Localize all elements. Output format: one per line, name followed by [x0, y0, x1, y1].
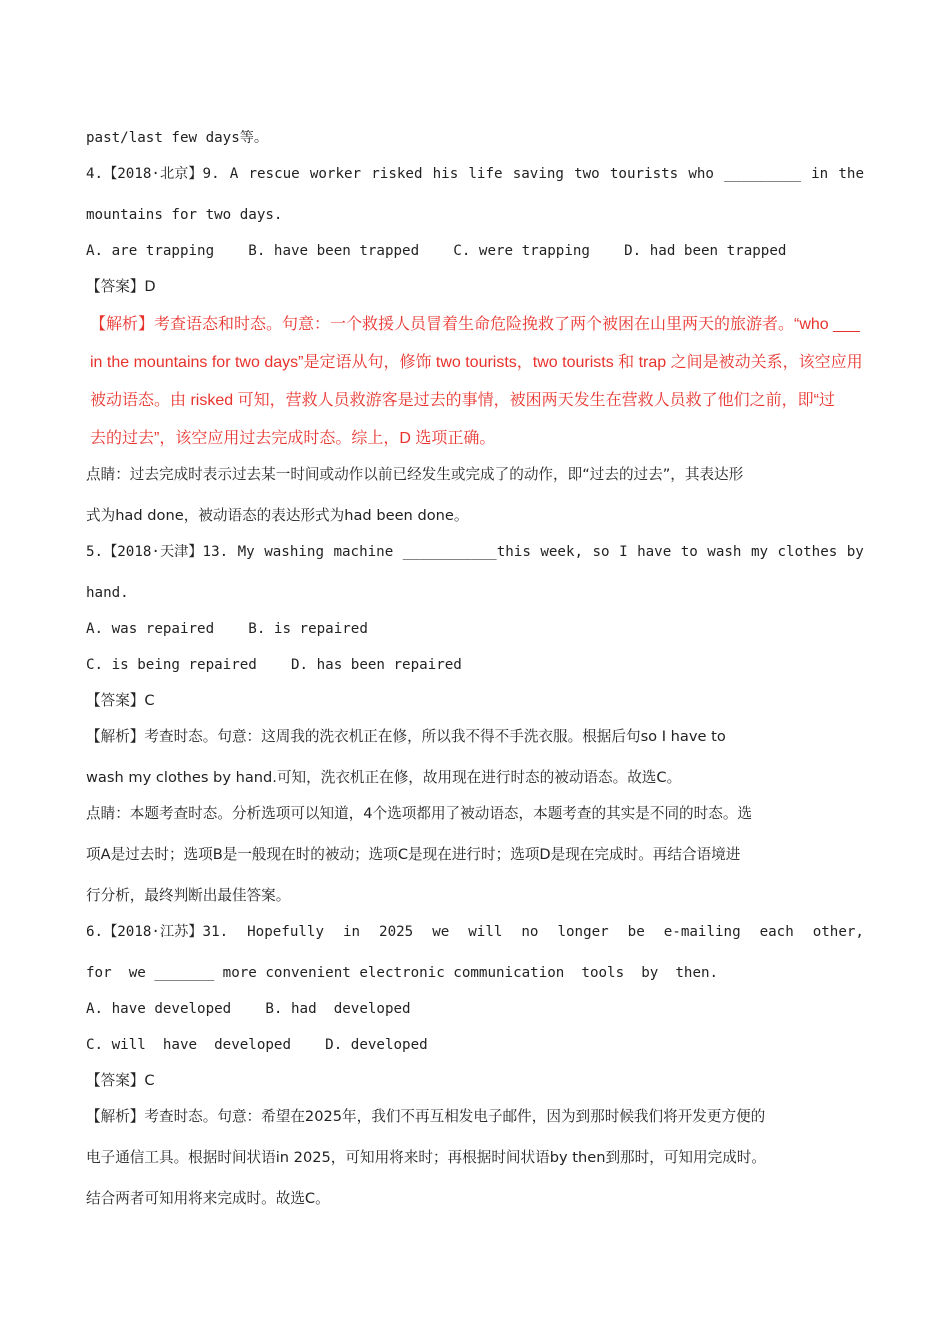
q6-analysis-line2: 电子通信工具。根据时间状语in 2025，可知用将来时；再根据时间状语by then到那时，可知用完成时。 — [86, 1149, 766, 1166]
q4-answer: 【答案】D — [86, 278, 156, 295]
q4-analysis-line4: 去的过去”，该空应用过去完成时态。综上，D 选项正确。 — [90, 430, 496, 447]
q4-stem-line2: mountains for two days. — [86, 207, 283, 223]
q6-stem-line2: for we _______ more convenient electronic communication tools by then. — [86, 965, 719, 981]
q5-options-line2: C. is being repaired D. has been repaired — [86, 657, 462, 673]
q4-tip-line2: 式为had done，被动语态的表达形式为had been done。 — [86, 507, 469, 524]
q5-analysis-line1: 【解析】考查时态。句意：这周我的洗衣机正在修，所以我不得不手洗衣服。根据后句so I have to — [86, 728, 726, 745]
q3-tail: past/last few days等。 — [86, 130, 269, 146]
q6-answer: 【答案】C — [86, 1072, 155, 1089]
q5-options-line1: A. was repaired B. is repaired — [86, 621, 368, 637]
q5-analysis-line2: wash my clothes by hand.可知，洗衣机正在修，故用现在进行时态的被动语态。故选C。 — [86, 769, 682, 786]
q5-tip-line2: 项A是过去时；选项B是一般现在时的被动；选项C是现在进行时；选项D是现在完成时。再结合语境进 — [86, 846, 741, 863]
q6-analysis-line3: 结合两者可知用将来完成时。故选C。 — [86, 1190, 330, 1207]
q5-tip-line3: 行分析，最终判断出最佳答案。 — [86, 887, 291, 904]
q4-analysis-line2: in the mountains for two days”是定语从句，修饰 two tourists，two tourists 和 trap 之间是被动关系，该空应用 — [90, 354, 863, 371]
q4-options: A. are trapping B. have been trapped C. were trapping D. had been trapped — [86, 243, 787, 259]
q5-stem-line2: hand. — [86, 585, 129, 601]
q6-options-line2: C. will have developed D. developed — [86, 1037, 428, 1053]
q6-options-line1: A. have developed B. had developed — [86, 1001, 411, 1017]
q4-analysis-line1: 【解析】考查语态和时态。句意：一个救援人员冒着生命危险挽救了两个被困在山里两天的旅游者。“who ___ — [90, 316, 860, 333]
q6-stem-line1: 6.【2018·江苏】31. Hopefully in 2025 we will no longer be e-mailing each other, — [86, 924, 864, 940]
q6-analysis-line1: 【解析】考查时态。句意：希望在2025年，我们不再互相发电子邮件，因为到那时候我们将开发更方便的 — [86, 1108, 766, 1125]
q5-stem-line1: 5.【2018·天津】13. My washing machine ___________this week, so I have to wash my clothes by — [86, 544, 864, 560]
q5-answer: 【答案】C — [86, 692, 155, 709]
q4-tip-line1: 点睛：过去完成时表示过去某一时间或动作以前已经发生或完成了的动作，即“过去的过去”，其表达形 — [86, 466, 744, 483]
q5-tip-line1: 点睛：本题考查时态。分析选项可以知道，4个选项都用了被动语态，本题考查的其实是不同的时态。选 — [86, 805, 753, 822]
q4-analysis-line3: 被动语态。由 risked 可知，营救人员救游客是过去的事情，被困两天发生在营救人员救了他们之前，即“过 — [90, 392, 835, 409]
q4-stem-line1: 4.【2018·北京】9. A rescue worker risked his life saving two tourists who _________ in the — [86, 166, 864, 182]
